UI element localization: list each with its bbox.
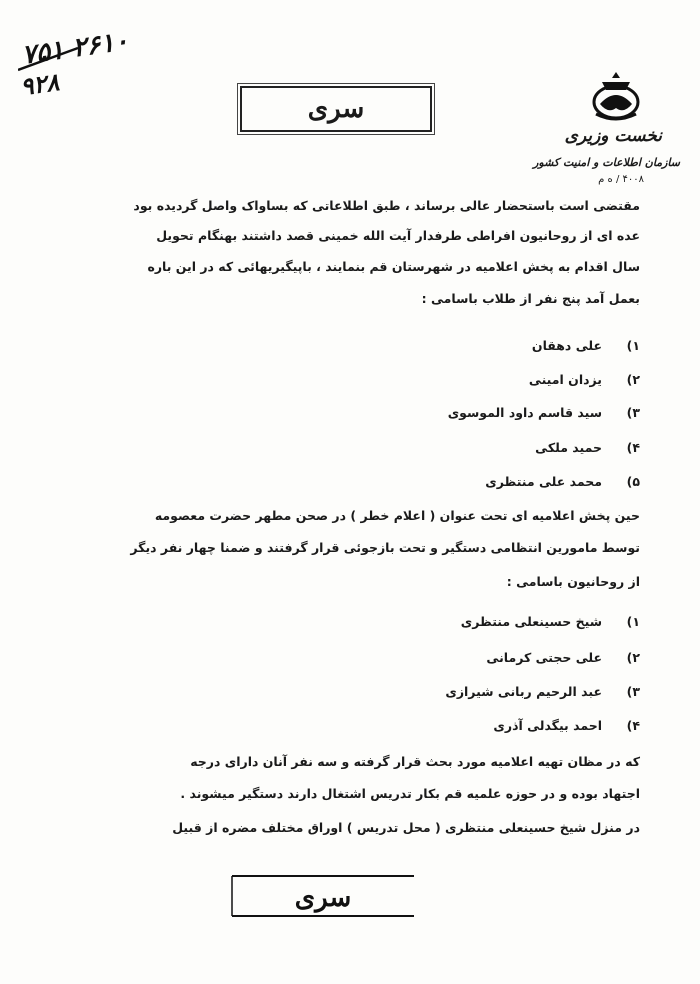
list-item <box>445 684 640 699</box>
list-item-number: ۲) <box>626 372 640 387</box>
handwritten-line-1: ۷۵۱ ۲۶۱۰ <box>20 30 131 71</box>
list-item-name: یزدان امینی <box>528 372 602 387</box>
list-item-name: علی دهقان <box>531 338 602 353</box>
list-item-number: ۵) <box>626 474 640 489</box>
handwritten-line-2: ۹۲۸ <box>18 67 61 100</box>
body-line: توسط مامورین انتظامی دستگیر و تحت بازجوئی قرار گرفتند و ضمنا چهار نفر دیگر <box>130 540 640 555</box>
list-item <box>493 718 640 733</box>
list-item-name: محمد علی منتظری <box>485 474 602 489</box>
list-item-name: علی حجتی کرمانی <box>486 650 602 665</box>
list-item-number: ۴) <box>626 440 640 455</box>
list-item-name: احمد بیگدلی آذری <box>493 718 602 733</box>
lion-and-sun-crest-icon <box>588 70 644 122</box>
body-line: حین پخش اعلامیه ای تحت عنوان ( اعلام خطر ) در صحن مطهر حضرت معصومه <box>154 508 640 523</box>
list-item-name: عبد الرحیم ربانی شیرازی <box>445 684 602 699</box>
handwritten-reference <box>18 30 168 100</box>
footer-classification-stamp <box>228 870 418 920</box>
list-item-number: ۱) <box>626 338 640 353</box>
ministry-name: نخست وزیری <box>564 126 662 146</box>
footer-classification-graphic <box>228 870 418 920</box>
list-item-number: ۱) <box>626 614 640 629</box>
handwritten-reference-graphic <box>18 30 168 100</box>
body-line: عده ای از روحانیون افراطی طرفدار آیت الله خمینی قصد داشتند بهنگام تحویل <box>156 228 640 243</box>
list-item-number: ۳) <box>626 684 640 699</box>
body-line: اجتهاد بوده و در حوزه علمیه قم بکار تدریس اشتغال دارند دستگیر میشوند . <box>180 786 640 801</box>
list-item-name: حمید ملکی <box>535 440 602 455</box>
list-item <box>461 614 640 629</box>
list-item <box>532 338 640 353</box>
footer-classification-text: سری <box>294 883 352 913</box>
list-item <box>486 650 640 665</box>
list-item <box>535 440 640 455</box>
list-item <box>529 372 640 387</box>
list-item-number: ۴) <box>626 718 640 733</box>
body-line: در منزل شیخ حسینعلی منتظری ( محل تدریس ) اوراق مختلف مضره از قبیل <box>172 820 640 835</box>
list-item <box>485 474 640 489</box>
list-item-number: ۲) <box>626 650 640 665</box>
body-line: سال اقدام به پخش اعلامیه در شهرستان قم بنمایند ، باپیگیریهائی که در این باره <box>147 259 640 274</box>
body-line: مقتضی است باستحضار عالی برساند ، طبق اطلاعاتی که بساواک واصل گردیده بود <box>133 198 640 213</box>
body-line: بعمل آمد پنج نفر از طلاب باسامی : <box>421 291 640 306</box>
classification-box: سری <box>240 86 432 132</box>
list-item-number: ۳) <box>626 405 640 420</box>
body-line: که در مظان تهیه اعلامیه مورد بحث قرار گرفته و سه نفر آنان دارای درجه <box>190 754 640 769</box>
list-item <box>448 405 640 420</box>
ministry-emblem <box>533 70 680 195</box>
list-item-name: سید قاسم داود الموسوی <box>447 405 602 420</box>
body-line: از روحانیون باسامی : <box>506 574 640 589</box>
list-item-name: شیخ حسینعلی منتظری <box>460 614 602 629</box>
reference-number: ۴۰۰۸ / ه م <box>598 174 644 185</box>
organization-name: سازمان اطلاعات و امنیت کشور <box>533 156 680 169</box>
